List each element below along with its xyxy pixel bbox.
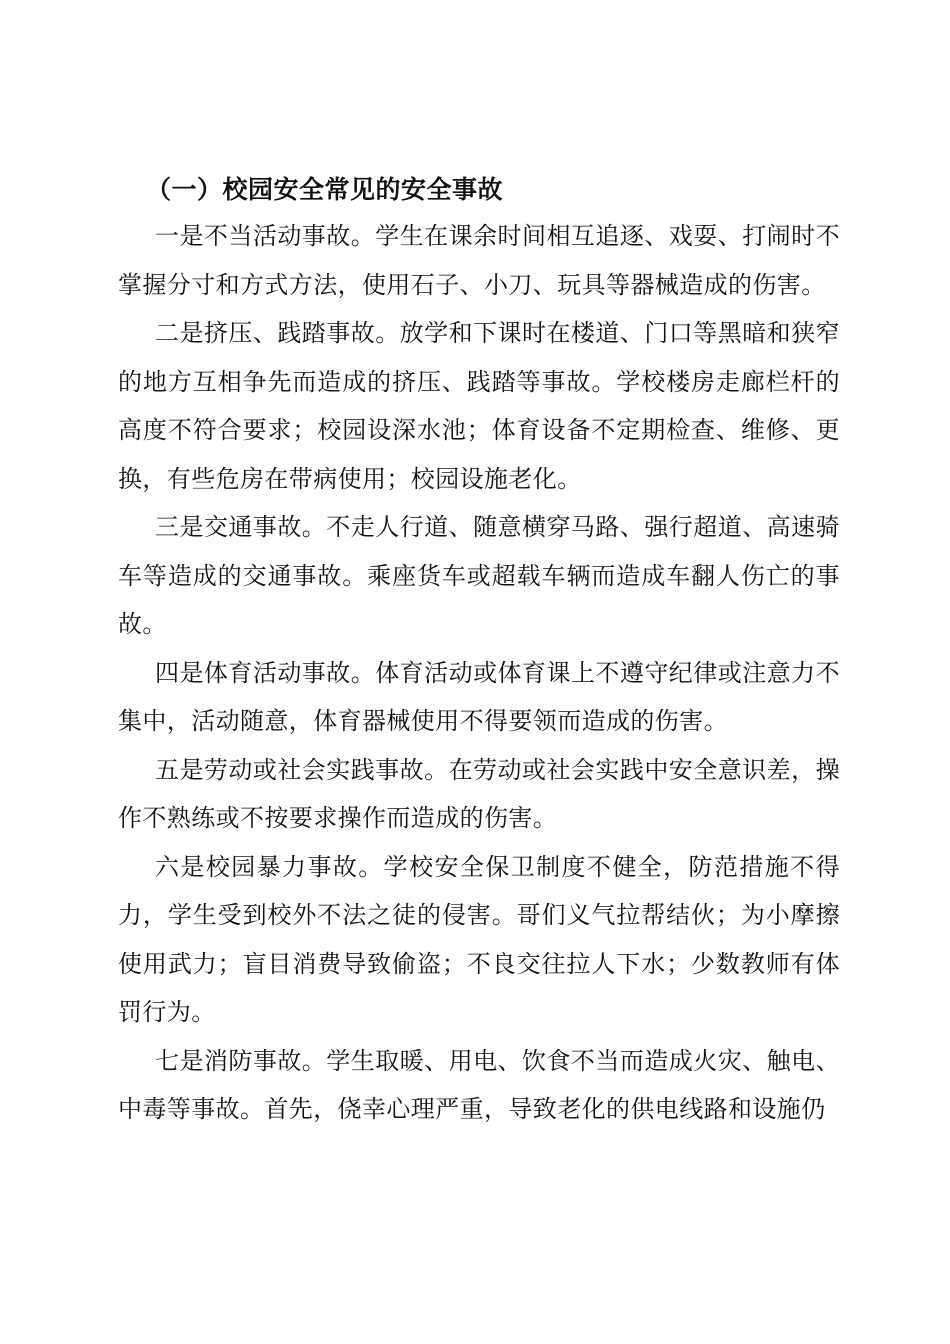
section-heading: （一）校园安全常见的安全事故: [146, 175, 504, 204]
paragraph-campus-violence: 六是校园暴力事故。学校安全保卫制度不健全，防范措施不得力，学生受到校外不法之徒的侵害。哥们义气拉帮结伙；为小摩擦使用武力；盲目消费导致偷盗；不良交往拉人下水；少数教师有体罚行为。: [118, 852, 840, 1026]
paragraph-labor-practice: 五是劳动或社会实践事故。在劳动或社会实践中安全意识差，操作不熟练或不按要求操作而造成的伤害。: [118, 755, 840, 832]
paragraph-crowding-trampling: 二是挤压、践踏事故。放学和下课时在楼道、门口等黑暗和狭窄的地方互相争先而造成的挤压、践踏等事故。学校楼房走廊栏杆的高度不符合要求；校园设深水池；体育设备不定期检查、维修、更换，有些危房在带病使用；校园设施老化。: [118, 319, 840, 493]
paragraph-traffic: 三是交通事故。不走人行道、随意横穿马路、强行超道、高速骑车等造成的交通事故。乘座货车或超载车辆而造成车翻人伤亡的事故。: [118, 513, 840, 638]
paragraph-sports: 四是体育活动事故。体育活动或体育课上不遵守纪律或注意力不集中，活动随意，体育器械使用不得要领而造成的伤害。: [118, 658, 840, 735]
paragraph-fire: 七是消防事故。学生取暖、用电、饮食不当而造成火灾、触电、中毒等事故。首先，侥幸心理严重，导致老化的供电线路和设施仍: [118, 1046, 840, 1123]
document-body: [118, 168, 840, 1134]
paragraph-improper-activity: 一是不当活动事故。学生在课余时间相互追逐、戏耍、打闹时不掌握分寸和方式方法，使用石子、小刀、玩具等器械造成的伤害。: [118, 222, 840, 299]
